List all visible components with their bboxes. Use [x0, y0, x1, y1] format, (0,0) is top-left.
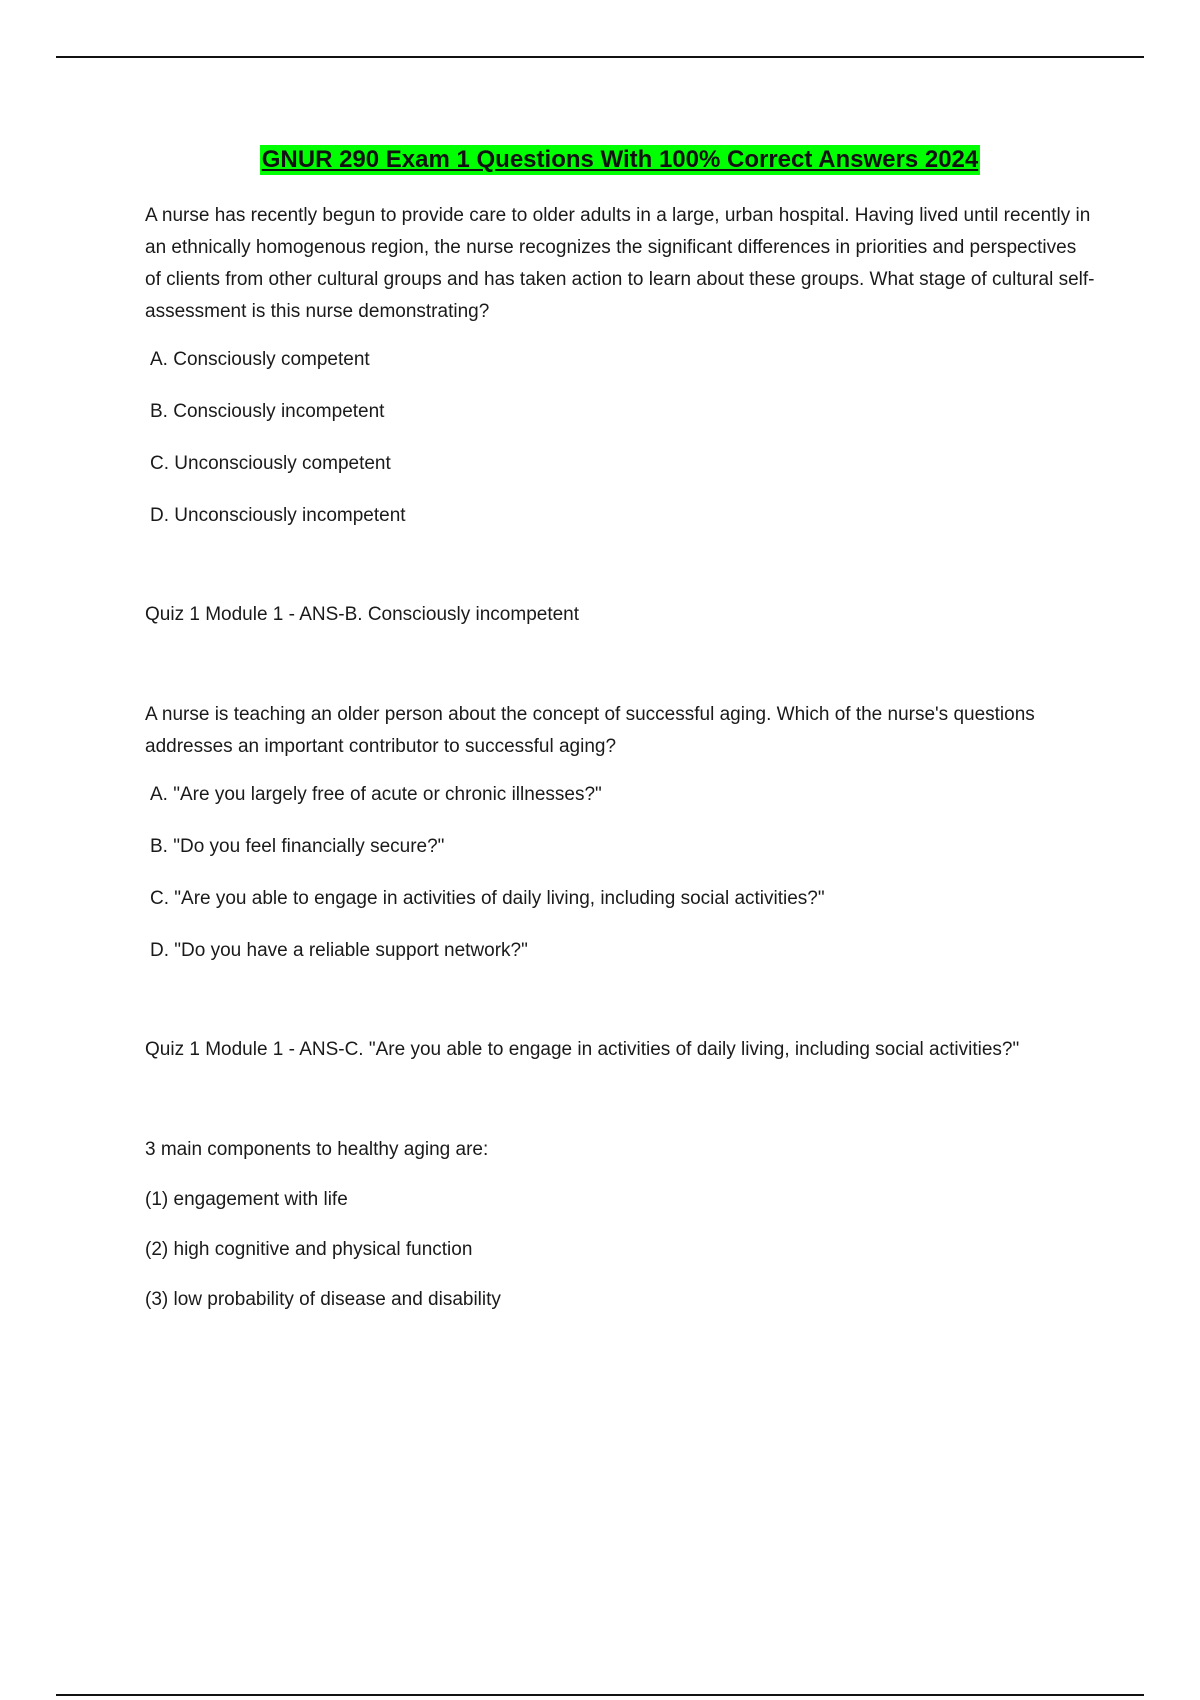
option-c: C. Unconsciously competent	[150, 453, 391, 474]
answer-text: Quiz 1 Module 1 - ANS-B. Consciously incompetent	[145, 604, 580, 625]
option-d: D. "Do you have a reliable support network?"	[150, 940, 528, 961]
option-a: A. Consciously competent	[150, 349, 370, 370]
question-text: A nurse has recently begun to provide care to older adults in a large, urban hospital. Having lived until recently in an ethnically homogenous region, the nurse recognizes the significant differences in priorities and perspectives of clients from other cultural groups and has taken action to learn about these groups. What stage of cultural self-assessment is this nurse demonstrating?	[145, 205, 1095, 322]
option-a: A. "Are you largely free of acute or chronic illnesses?"	[150, 784, 602, 805]
top-rule	[56, 56, 1144, 58]
option-c: C. "Are you able to engage in activities of daily living, including social activities?"	[150, 888, 825, 909]
option-d: D. Unconsciously incompetent	[150, 505, 406, 526]
answer-text: Quiz 1 Module 1 - ANS-C. "Are you able to engage in activities of daily living, including social activities?"	[145, 1039, 1020, 1060]
title-wrap	[145, 145, 1095, 178]
component-item: (1) engagement with life	[145, 1189, 348, 1210]
option-b: B. Consciously incompetent	[150, 401, 385, 422]
component-item: (2) high cognitive and physical function	[145, 1239, 473, 1260]
components-heading: 3 main components to healthy aging are:	[145, 1139, 489, 1160]
question-text: A nurse is teaching an older person about the concept of successful aging. Which of the nurse's questions addresses an important contributor to successful aging?	[145, 704, 1035, 757]
component-item: (3) low probability of disease and disability	[145, 1289, 501, 1310]
question-block-2	[145, 699, 1095, 1066]
document-title: GNUR 290 Exam 1 Questions With 100% Correct Answers 2024	[261, 146, 979, 173]
document-body	[145, 145, 1095, 1334]
question-block-1	[145, 200, 1095, 631]
components-block	[145, 1134, 1095, 1316]
option-b: B. "Do you feel financially secure?"	[150, 836, 445, 857]
bottom-rule	[56, 1694, 1144, 1696]
